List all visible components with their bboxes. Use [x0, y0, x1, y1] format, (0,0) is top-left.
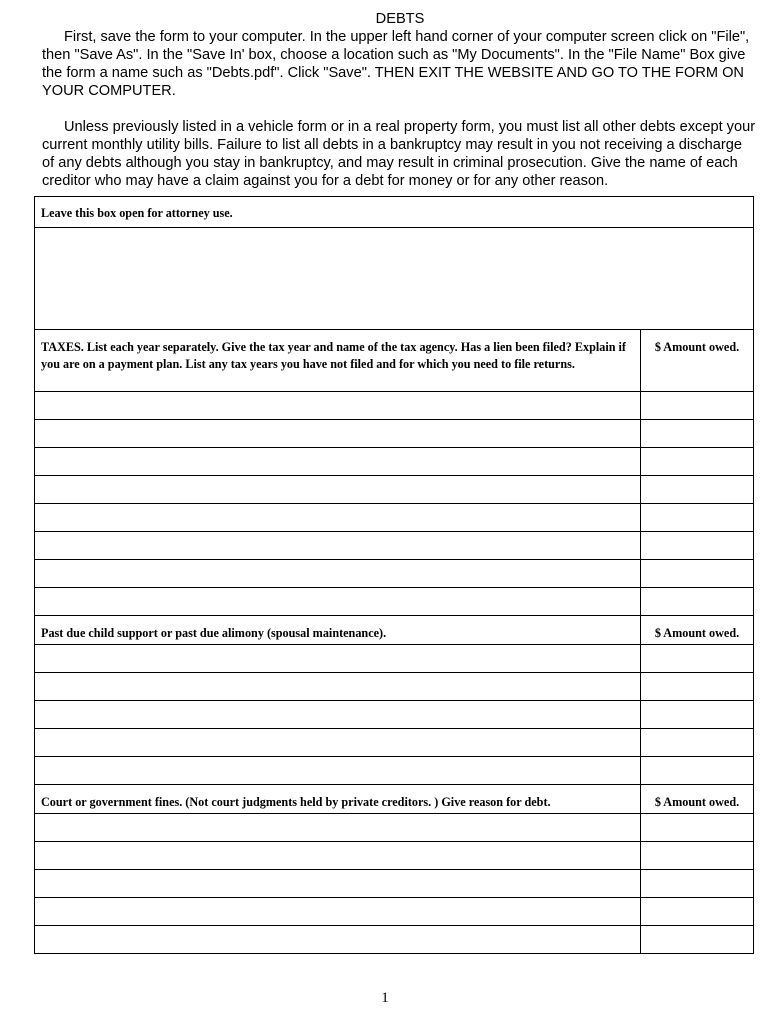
support-amount-field[interactable]	[641, 673, 754, 701]
taxes-description-field[interactable]	[35, 532, 641, 560]
taxes-amount-field[interactable]	[641, 504, 754, 532]
support-description-field[interactable]	[35, 701, 641, 729]
taxes-entry-row	[35, 448, 754, 476]
fines-description: Court or government fines. (Not court judgments held by private creditors. ) Give reason for debt.	[35, 785, 641, 814]
support-amount-field[interactable]	[641, 701, 754, 729]
attorney-box-label: Leave this box open for attorney use.	[35, 197, 754, 228]
fines-amount-field[interactable]	[641, 898, 754, 926]
taxes-amount-field[interactable]	[641, 448, 754, 476]
taxes-amount-field[interactable]	[641, 560, 754, 588]
taxes-entry-row	[35, 420, 754, 448]
fines-entry-row	[35, 898, 754, 926]
taxes-description: TAXES. List each year separately. Give the tax year and name of the tax agency. Has a lien been filed? Explain if you are on a payment plan. List any tax years you have not filed and for which you need to file returns.	[35, 330, 641, 392]
fines-description-field[interactable]	[35, 898, 641, 926]
support-amount-field[interactable]	[641, 645, 754, 673]
fines-description-field[interactable]	[35, 870, 641, 898]
support-amount-header: $ Amount owed.	[641, 616, 754, 645]
support-entry-row	[35, 701, 754, 729]
fines-entry-row	[35, 926, 754, 954]
attorney-use-area	[35, 228, 754, 330]
page-title: DEBTS	[375, 11, 425, 27]
page-number: 1	[381, 990, 389, 1006]
taxes-amount-field[interactable]	[641, 392, 754, 420]
support-description: Past due child support or past due alimony (spousal maintenance).	[35, 616, 641, 645]
attorney-box-area	[35, 228, 754, 330]
taxes-amount-field[interactable]	[641, 420, 754, 448]
taxes-entry-row	[35, 476, 754, 504]
support-entry-row	[35, 757, 754, 785]
fines-entry-row	[35, 870, 754, 898]
taxes-entry-row	[35, 560, 754, 588]
taxes-header-row	[35, 330, 754, 392]
support-description-field[interactable]	[35, 673, 641, 701]
fines-amount-field[interactable]	[641, 870, 754, 898]
taxes-entry-row	[35, 392, 754, 420]
support-entry-row	[35, 729, 754, 757]
fines-entry-row	[35, 814, 754, 842]
support-header-row	[35, 616, 754, 645]
disclosure-instructions: Unless previously listed in a vehicle form or in a real property form, you must list all other debts except your current monthly utility bills. Failure to list all debts in a bankruptcy may result in you not receiving a discharge of any debts although you stay in bankruptcy, and may result in criminal prosecution. Give the name of each creditor who may have a claim against you for a debt for money or for any other reason.	[42, 119, 756, 188]
taxes-entry-row	[35, 504, 754, 532]
fines-amount-field[interactable]	[641, 814, 754, 842]
support-description-field[interactable]	[35, 645, 641, 673]
taxes-entry-row	[35, 588, 754, 616]
fines-description-field[interactable]	[35, 814, 641, 842]
support-entry-row	[35, 645, 754, 673]
taxes-description-field[interactable]	[35, 476, 641, 504]
taxes-description-field[interactable]	[35, 504, 641, 532]
debts-form-table	[34, 196, 754, 954]
fines-header-row	[35, 785, 754, 814]
fines-amount-header: $ Amount owed.	[641, 785, 754, 814]
support-amount-field[interactable]	[641, 757, 754, 785]
taxes-amount-field[interactable]	[641, 532, 754, 560]
attorney-box-header	[35, 197, 754, 228]
fines-entry-row	[35, 842, 754, 870]
taxes-description-field[interactable]	[35, 588, 641, 616]
support-description-field[interactable]	[35, 729, 641, 757]
save-instructions: First, save the form to your computer. In the upper left hand corner of your computer screen click on "File", then "Save As". In the "Save In' box, choose a location such as "My Documents". In the "File Name" Box give the form a name such as "Debts.pdf". Click "Save". THEN EXIT THE WEBSITE AND GO TO THE FORM ON YOUR COMPUTER.	[42, 29, 750, 99]
instructions	[42, 10, 758, 188]
taxes-description-field[interactable]	[35, 420, 641, 448]
taxes-description-field[interactable]	[35, 392, 641, 420]
support-amount-field[interactable]	[641, 729, 754, 757]
fines-amount-field[interactable]	[641, 842, 754, 870]
taxes-amount-field[interactable]	[641, 476, 754, 504]
support-description-field[interactable]	[35, 757, 641, 785]
taxes-amount-field[interactable]	[641, 588, 754, 616]
fines-amount-field[interactable]	[641, 926, 754, 954]
taxes-amount-header: $ Amount owed.	[641, 330, 754, 392]
fines-description-field[interactable]	[35, 842, 641, 870]
taxes-description-field[interactable]	[35, 448, 641, 476]
taxes-description-field[interactable]	[35, 560, 641, 588]
taxes-entry-row	[35, 532, 754, 560]
fines-description-field[interactable]	[35, 926, 641, 954]
support-entry-row	[35, 673, 754, 701]
